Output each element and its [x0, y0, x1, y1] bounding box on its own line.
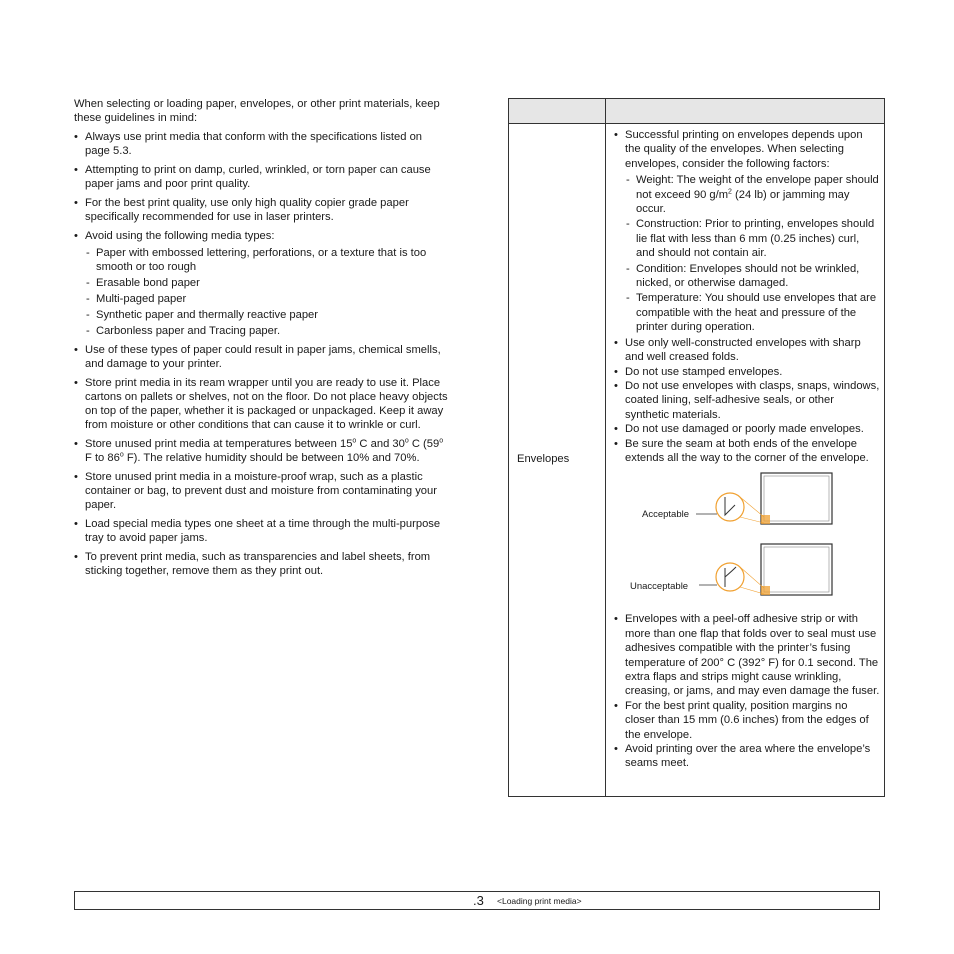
acceptable-caption: Acceptable	[642, 509, 690, 521]
list-item	[74, 437, 449, 465]
sub-list-item: - Erasable bond paper	[85, 276, 449, 290]
table-header-row	[509, 99, 884, 124]
guidelines-list	[74, 130, 449, 578]
text-run: C and 30	[356, 438, 405, 450]
list-item: • Be sure the seam at both ends of the envelope extends all the way to the corner of the envelope.	[614, 437, 880, 466]
list-item: • Always use print media that conform with the specifications listed on page 5.3.	[74, 130, 449, 158]
list-item: • Store print media in its ream wrapper until you are ready to use it. Place cartons on pallets or shelves, not on the floor. Do not place heavy objects on top of the paper, whether it is packaged or unpackaged. Keep it away from moisture or other conditions that can cause it to wrinkle or curl.	[74, 376, 449, 432]
sub-list-item: - Condition: Envelopes should not be wrinkled, nicked, or otherwise damaged.	[625, 262, 880, 291]
list-item: • To prevent print media, such as transparencies and label sheets, from sticking together, remove them as they print out.	[74, 550, 449, 578]
page-number: .3	[473, 893, 484, 908]
sub-list-item: - Paper with embossed lettering, perforations, or a texture that is too smooth or too rough	[85, 246, 449, 274]
degree-sup: o	[404, 437, 409, 445]
list-item: • For the best print quality, use only high quality copier grade paper specifically recommended for use in laser printers.	[74, 196, 449, 224]
row-label: Envelopes	[517, 453, 570, 465]
degree-sup: o	[439, 437, 444, 445]
degree-sup: o	[352, 437, 357, 445]
envelope-list	[614, 128, 880, 465]
list-item-text: Successful printing on envelopes depends upon the quality of the envelopes. When selecting envelopes, consider the following factors:	[625, 129, 863, 170]
text-run: Weight: The weight of the envelope paper should not exceed 90 g/m	[636, 174, 879, 201]
avoid-media-list	[85, 246, 449, 338]
sub-list-item: - Carbonless paper and Tracing paper.	[85, 324, 449, 338]
sub-list-item: - Construction: Prior to printing, envelopes should lie flat with less than 6 mm (0.25 inches) curl, and should not contain air.	[625, 217, 880, 260]
text-run: C (59	[408, 438, 440, 450]
text-run: F). The relative humidity should be between 10% and 70%.	[123, 452, 420, 464]
list-item	[614, 128, 880, 335]
column-divider	[605, 99, 606, 796]
sub-list-item: - Synthetic paper and thermally reactive paper	[85, 308, 449, 322]
text-run: F to 86	[85, 452, 120, 464]
list-item: • Use only well-constructed envelopes with sharp and well creased folds.	[614, 336, 880, 365]
chapter-label: <Loading print media>	[497, 896, 582, 906]
envelope-guidelines-cell	[614, 128, 880, 771]
factor-list	[625, 173, 880, 334]
text-run: Store unused print media at temperatures between 15	[85, 438, 353, 450]
list-item: • Use of these types of paper could result in paper jams, chemical smells, and damage to your printer.	[74, 343, 449, 371]
envelope-guidelines-table	[508, 98, 885, 797]
list-item: • Load special media types one sheet at a time through the multi-purpose tray to avoid paper jams.	[74, 517, 449, 545]
list-item: • Store unused print media in a moisture-proof wrap, such as a plastic container or bag, to prevent dust and moisture from contaminating your paper.	[74, 470, 449, 512]
list-item: • Do not use damaged or poorly made envelopes.	[614, 422, 880, 436]
list-item: • Do not use envelopes with clasps, snaps, windows, coated lining, self-adhesive seals, or other synthetic materials.	[614, 379, 880, 422]
sub-list-item: - Temperature: You should use envelopes that are compatible with the heat and pressure of the printer during operation.	[625, 291, 880, 334]
list-item: • Avoid printing over the area where the envelope’s seams meet.	[614, 742, 880, 771]
list-item: • Attempting to print on damp, curled, wrinkled, or torn paper can cause paper jams and poor print quality.	[74, 163, 449, 191]
acceptable-envelope-icon	[696, 473, 832, 524]
list-item	[74, 229, 449, 338]
sub-list-item	[625, 173, 880, 216]
list-item-text: Avoid using the following media types:	[85, 230, 275, 242]
unacceptable-envelope-icon	[699, 544, 832, 595]
intro-text: When selecting or loading paper, envelopes, or other print materials, keep these guidelines in mind:	[74, 98, 440, 124]
guidelines-column	[74, 97, 449, 583]
envelope-seam-figure	[614, 465, 880, 612]
list-item: • Envelopes with a peel-off adhesive strip or with more than one flap that folds over to seal must use adhesives compatible with the printer’s fusing temperature of 200° C (392° F) for 0.1 second. The extra flaps and strips might cause wrinkling, creasing, or jams, and may even damage the fuser.	[614, 612, 880, 698]
text-run: (24 lb) or jamming may occur.	[636, 188, 850, 216]
unacceptable-caption: Unacceptable	[630, 581, 689, 593]
list-item: • For the best print quality, position margins no closer than 15 mm (0.6 inches) from the edges of the envelope.	[614, 699, 880, 742]
sub-list-item: - Multi-paged paper	[85, 292, 449, 306]
degree-sup: o	[119, 451, 124, 459]
envelope-list-continued	[614, 612, 880, 770]
list-item: • Do not use stamped envelopes.	[614, 365, 880, 379]
page-footer	[74, 891, 880, 910]
squared-sup: 2	[728, 187, 732, 195]
